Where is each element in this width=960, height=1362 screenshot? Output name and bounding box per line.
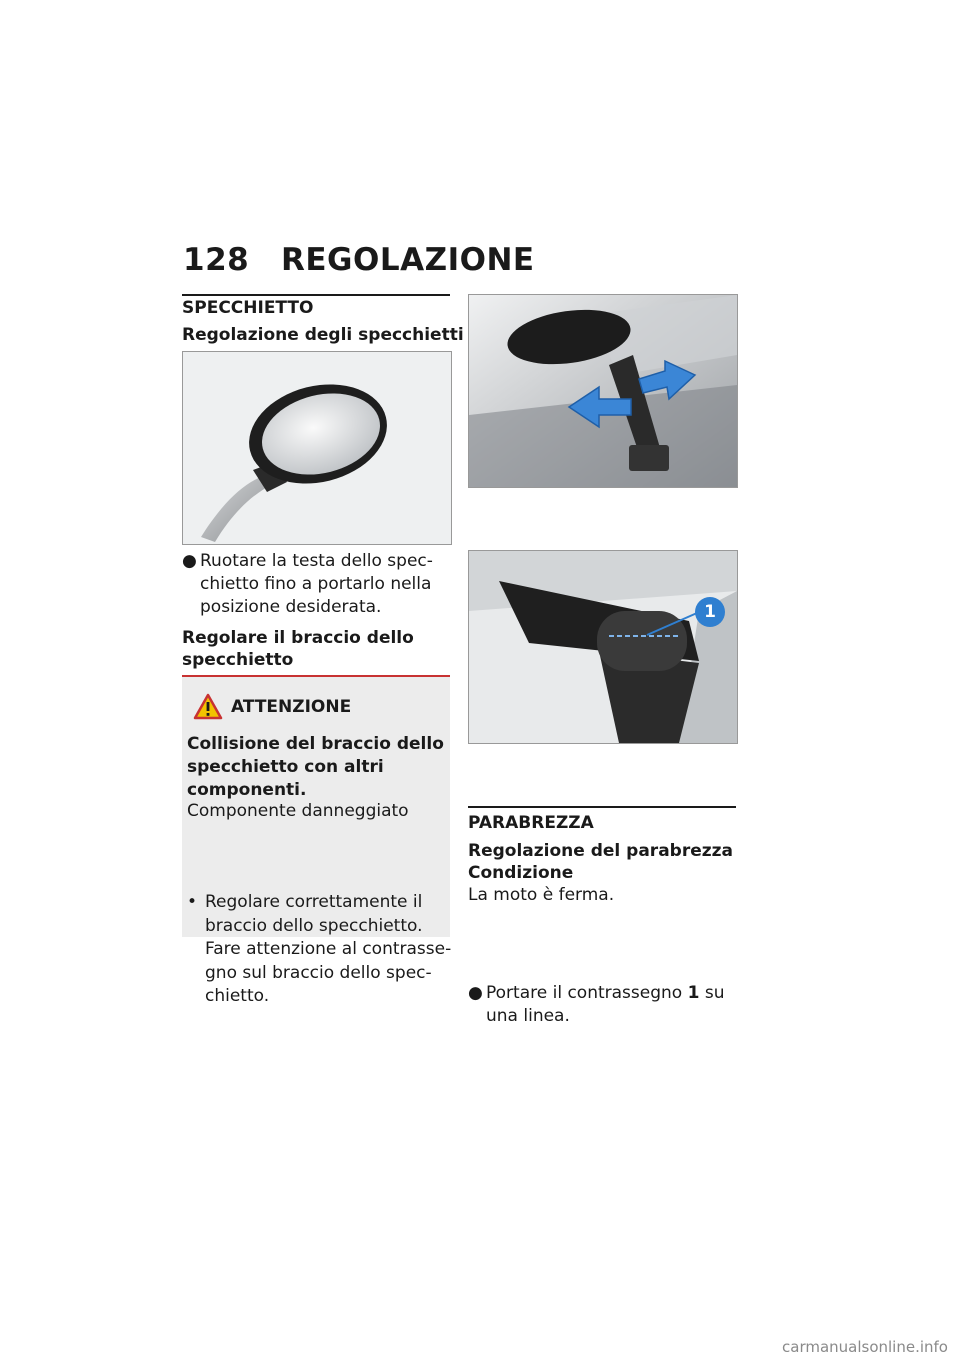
condition-text: La moto è ferma. <box>468 885 615 905</box>
footer-watermark: carmanualsonline.info <box>782 1338 948 1356</box>
callout-number-badge: 1 <box>695 597 725 627</box>
warning-heading: Collisione del braccio dello specchietto con altri componenti. <box>187 734 444 800</box>
arm-mark-illustration <box>469 551 737 743</box>
bullet-text-prefix: Portare il contrassegno <box>486 982 688 1003</box>
bullet-dot: • <box>187 892 198 912</box>
warning-triangle-icon <box>193 693 223 724</box>
chapter-title: REGOLAZIONE <box>281 242 535 278</box>
mirror-arm-illustration <box>469 295 737 487</box>
figure-mirror-head <box>182 351 452 545</box>
section-rule <box>468 806 736 808</box>
condition-label: Condizione <box>468 863 574 883</box>
bullet-portare <box>468 982 748 1028</box>
bullet-dot: ● <box>468 982 483 1003</box>
bullet-text: Ruotare la testa dello specchietto fino a portarlo nella posizione desiderata. <box>200 551 433 617</box>
section-title-specchietto: SPECCHIETTO <box>182 298 314 318</box>
section-rule <box>182 294 450 296</box>
bullet-text-num: 1 <box>687 982 700 1003</box>
figure-mirror-arm-rotate <box>468 294 738 488</box>
subsection-regolare-braccio: Regolare il braccio dello specchietto <box>182 628 414 670</box>
warning-action <box>187 891 461 1009</box>
warning-consequence: Componente danneggiato <box>187 801 409 821</box>
warning-title: ATTENZIONE <box>231 697 352 717</box>
bullet-dot: ● <box>182 551 197 571</box>
subsection-regolazione-parabrezza: Regolazione del parabrezza <box>468 841 734 861</box>
mirror-head-illustration <box>183 352 451 544</box>
bullet-text-suffix: su una linea. <box>486 982 725 1026</box>
section-title-parabrezza: PARABREZZA <box>468 813 594 833</box>
warning-top-rule <box>182 675 450 677</box>
warning-action-text: Regolare correttamente il braccio dello specchietto. Fare attenzione al contrassegno sul braccio dello specchietto. <box>205 892 452 1006</box>
bullet-ruotare <box>182 550 462 619</box>
page-header <box>183 242 535 278</box>
figure-mirror-arm-mark <box>468 550 738 744</box>
subsection-regolazione-specchietti: Regolazione degli specchietti <box>182 325 464 345</box>
page-number: 128 <box>183 242 250 278</box>
